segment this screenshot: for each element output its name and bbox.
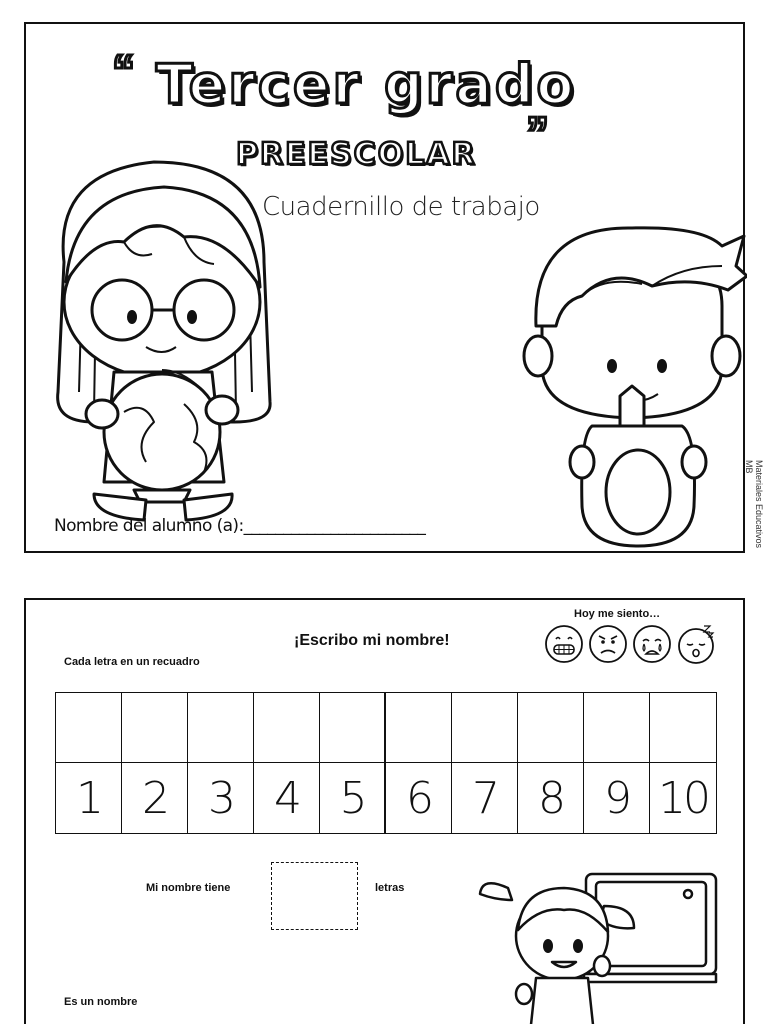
number-cell: 6 (386, 763, 452, 833)
cover-title: Tercer grado (156, 53, 577, 116)
letters-label: letras (375, 882, 405, 894)
letter-box-1[interactable] (56, 693, 122, 763)
letter-box-10[interactable] (650, 693, 716, 763)
letter-box-6[interactable] (386, 693, 452, 763)
letter-box-8[interactable] (518, 693, 584, 763)
number-cell: 7 (452, 763, 518, 833)
letter-box-3[interactable] (188, 693, 254, 763)
letter-box-2[interactable] (122, 693, 188, 763)
worksheet-page (24, 598, 745, 1024)
girl-chalkboard-illustration (476, 866, 726, 1024)
worksheet-title: ¡Escribo mi nombre! (294, 632, 450, 649)
letter-box-7[interactable] (452, 693, 518, 763)
number-cell: 10 (658, 772, 708, 824)
number-cell: 4 (254, 763, 320, 833)
cover-page (24, 22, 745, 553)
feeling-label: Hoy me siento… (574, 608, 661, 620)
letter-box-4[interactable] (254, 693, 320, 763)
student-name-line: Nombre del alumno (a):_______________________ (54, 516, 426, 536)
cover-quote-close: ” (526, 107, 543, 159)
girl-with-globe-illustration (34, 142, 294, 522)
sleepy-face-icon[interactable] (676, 624, 716, 664)
number-cell: 1 (56, 763, 122, 833)
letter-box-5[interactable] (320, 693, 386, 763)
name-has-label: Mi nombre tiene (146, 882, 231, 894)
vertical-credit: Materiales Educativos MB (744, 460, 764, 549)
worksheet-instruction: Cada letra en un recuadro (64, 656, 200, 668)
letter-grid (55, 692, 717, 834)
cover-quote-open: “ (112, 45, 129, 97)
cover-subtitle: PREESCOLAR (236, 137, 477, 172)
number-cell: 3 (188, 763, 254, 833)
number-cell: 8 (518, 763, 584, 833)
boy-with-glue-illustration (522, 206, 747, 556)
emoji-row (544, 624, 716, 664)
letter-box-9[interactable] (584, 693, 650, 763)
grinning-face-icon[interactable] (544, 624, 584, 664)
letter-count-box[interactable] (271, 862, 358, 930)
es-un-nombre-label: Es un nombre (64, 996, 138, 1008)
crying-face-icon[interactable] (632, 624, 672, 664)
angry-face-icon[interactable] (588, 624, 628, 664)
number-cell: 2 (122, 763, 188, 833)
number-cell: 9 (584, 763, 650, 833)
number-cell: 5 (320, 763, 386, 833)
cover-caption: Cuadernillo de trabajo (262, 192, 540, 222)
